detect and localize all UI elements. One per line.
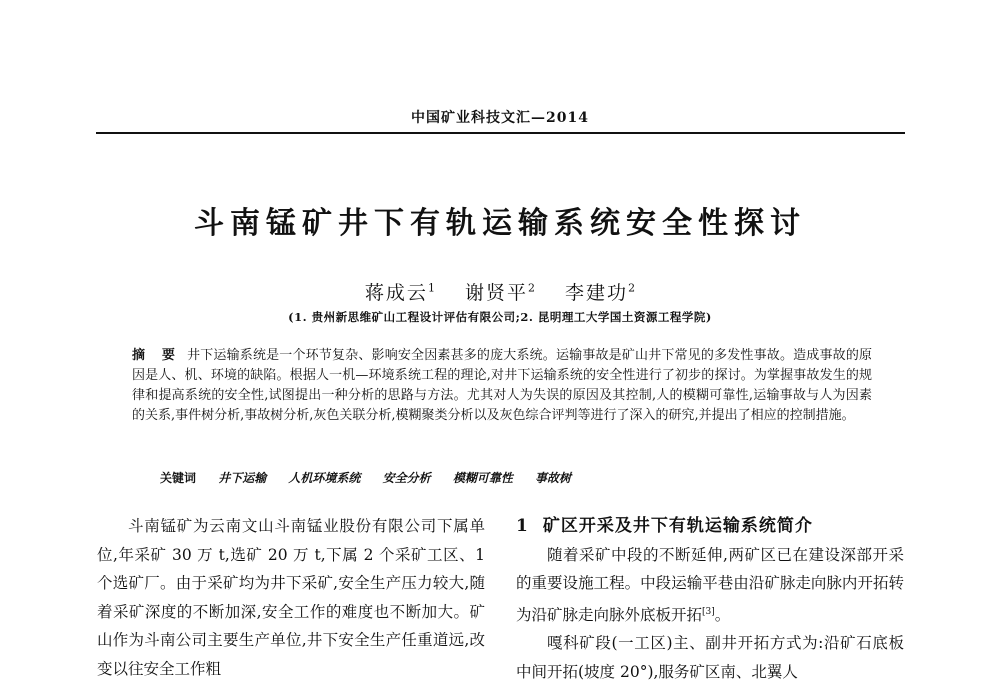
paragraph-text: 随着采矿中段的不断延伸,两矿区已在建设深部开采的重要设施工程。中段运输平巷由沿矿脉走向脉内开拓转为沿矿脉走向脉外底板开拓 [516,545,904,624]
left-column [97,512,485,683]
section-number: 1 [516,516,529,536]
body-paragraph [516,541,904,630]
paper-title: 斗南锰矿井下有轨运输系统安全性探讨 [194,206,806,241]
abstract-label: 摘 要 [132,348,182,363]
abstract [132,346,872,426]
keyword: 模糊可靠性 [452,471,513,485]
right-column [516,512,904,686]
keyword: 事故树 [535,471,572,485]
keyword: 安全分析 [382,471,431,485]
section-title: 矿区开采及井下有轨运输系统简介 [542,516,813,536]
keyword: 井下运输 [218,471,267,485]
author-affil-mark: 2 [628,281,636,295]
body-paragraph: 斗南锰矿为云南文山斗南锰业股份有限公司下属单位,年采矿 30 万 t,选矿 20 万 t,下属 2 个采矿工区、1 个选矿厂。由于采矿均为井下采矿,安全生产压力较大,随着采矿深度的不断加深,安全工作的难度也不断加大。矿山作为斗南公司主要生产单位,井下安全生产任重道远,改变以往安全工作粗 [97,517,485,678]
keywords [160,469,880,486]
author-affil-mark: 2 [528,281,535,295]
body-paragraph: 嘎科矿段(一工区)主、副井开拓方式为:沿矿石底板中间开拓(坡度 20°),服务矿区南、北翼人 [516,634,904,681]
header-rule [96,132,905,134]
author-list [0,278,1000,305]
author-name: 李建功 [565,282,629,304]
paragraph-end: 。 [714,605,731,624]
keyword: 人机环境系统 [288,471,361,485]
author-affil-mark: 1 [427,281,435,295]
keywords-label: 关键词 [160,471,197,485]
author-name: 蒋成云 [364,282,428,304]
journal-header: 中国矿业科技文汇—2014 [411,110,589,126]
section-heading [516,512,904,541]
abstract-text: 井下运输系统是一个环节复杂、影响安全因素甚多的庞大系统。运输事故是矿山井下常见的多发性事故。造成事故的原因是人、机、环境的缺陷。根据人一机—环境系统工程的理论,对井下运输系统的安全性进行了初步的探讨。为掌握事故发生的规律和提高系统的安全性,试图提出一种分析的思路与方法。尤其对人为失误的原因及其控制,人的模糊可靠性,运输事故与人为因素的关系,事件树分析,事故树分析,灰色关联分析,模糊聚类分析以及灰色综合评判等进行了深入的研究,并提出了相应的控制措施。 [132,348,872,423]
citation-ref: [3] [702,606,715,617]
author-name: 谢贤平 [464,282,528,304]
affiliations: (1. 贵州新思维矿山工程设计评估有限公司;2. 昆明理工大学国土资源工程学院) [288,310,712,324]
